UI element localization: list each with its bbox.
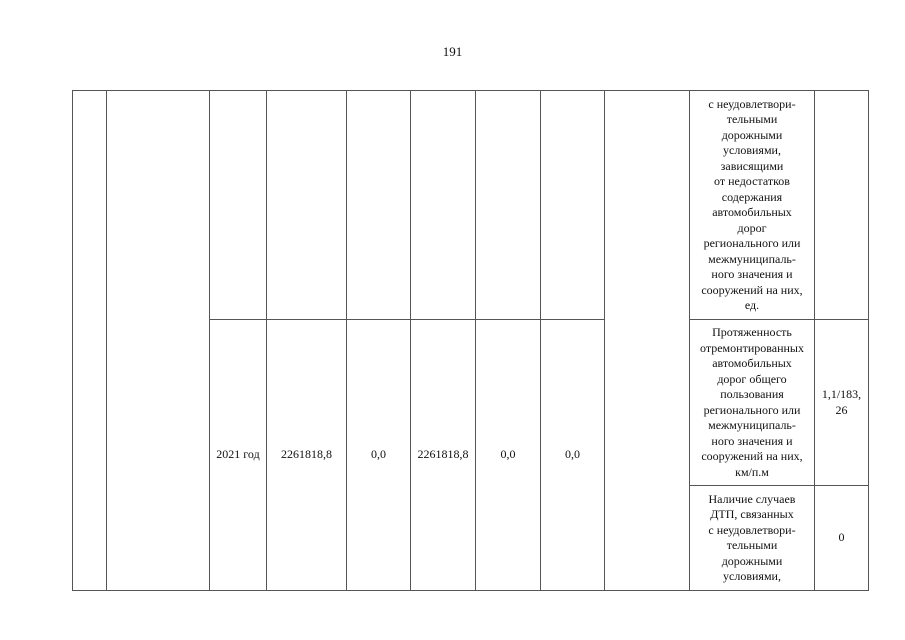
indicator-value-b: 1,1/183, 26: [815, 320, 869, 486]
indicator-accidents-continued: с неудовлетвори- тельными дорожными условиями, зависящими от недостатков содержания автомобильных дорог регионального или межмуниципаль- ного значения и сооружений на них, ед.: [690, 91, 815, 320]
indicator-road-length: Протяженность отремонтированных автомобильных дорог общего пользования регионального или межмуниципаль- ного значения и сооружений на них, км/п.м: [690, 320, 815, 486]
page-number: 191: [442, 44, 463, 59]
local-cell: 0,0: [476, 320, 541, 591]
executor-cell: [605, 91, 690, 591]
other-cell-empty: [541, 91, 605, 320]
total-cell: 2261818,8: [267, 320, 347, 591]
federal-cell-empty: [347, 91, 411, 320]
number-cell: [73, 91, 107, 591]
regional-cell: 2261818,8: [411, 320, 476, 591]
year-cell-empty: [210, 91, 267, 320]
federal-cell: 0,0: [347, 320, 411, 591]
local-cell-empty: [476, 91, 541, 320]
total-cell-empty: [267, 91, 347, 320]
table-row: [73, 91, 869, 320]
program-table: [72, 90, 869, 591]
indicator-value-a: [815, 91, 869, 320]
indicator-accidents: Наличие случаев ДТП, связанных с неудовлетвори- тельными дорожными условиями,: [690, 486, 815, 591]
regional-cell-empty: [411, 91, 476, 320]
other-cell: 0,0: [541, 320, 605, 591]
indicator-value-c: 0: [815, 486, 869, 591]
year-cell: 2021 год: [210, 320, 267, 591]
activity-name-cell: [107, 91, 210, 591]
